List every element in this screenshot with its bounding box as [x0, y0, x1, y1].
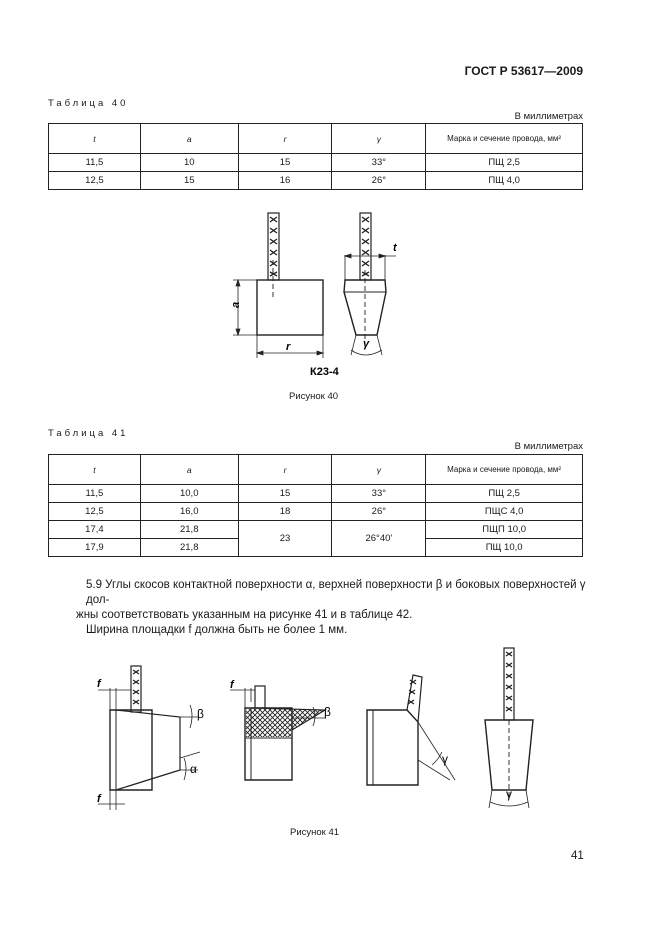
view4-label-gamma: γ — [506, 787, 512, 801]
table-cell: 21,8 — [140, 539, 238, 557]
table41-header-a: a — [140, 455, 238, 485]
table-cell: 26° — [332, 172, 426, 190]
figure40-label-t: t — [393, 242, 397, 254]
view4-brush — [485, 648, 533, 800]
table41-caption: Таблица 41 — [48, 428, 129, 439]
table-cell: 11,5 — [49, 154, 141, 172]
table-cell: ПЩС 4,0 — [426, 503, 583, 521]
table-row — [49, 485, 583, 503]
table-cell: 33° — [332, 154, 426, 172]
table41-header-row — [49, 455, 583, 485]
para1-line1: 5.9 Углы скосов контактной поверхности α, верхней поверхности β и боковых поверхностей γ дол- — [86, 579, 586, 606]
table-cell: 21,8 — [140, 521, 238, 539]
table41-header-mark: Марка и сечение провода, мм² — [426, 455, 583, 485]
table-cell: 10,0 — [140, 485, 238, 503]
table40-header-row — [49, 124, 583, 154]
table40-caption: Таблица 40 — [48, 98, 129, 109]
table40-units: В миллиметрах — [514, 111, 583, 122]
table40-header-gamma: γ — [332, 124, 426, 154]
figure40-label-r: r — [286, 341, 291, 353]
table-cell: 17,9 — [49, 539, 141, 557]
wire-crosses-front — [270, 217, 277, 276]
figure40-caption: Рисунок 40 — [289, 391, 339, 402]
figure40-part-code: К23-4 — [310, 366, 339, 378]
standard-header: ГОСТ Р 53617—2009 — [464, 64, 583, 78]
table-row — [49, 154, 583, 172]
view1-label-beta: β — [197, 707, 204, 721]
table41-header-t: t — [49, 455, 141, 485]
table-cell: 11,5 — [49, 485, 141, 503]
figure40-label-gamma: γ — [363, 338, 370, 350]
page-number: 41 — [571, 850, 584, 862]
table-cell: 15 — [238, 154, 332, 172]
table40-header-mark: Марка и сечение провода, мм² — [426, 124, 583, 154]
figure40-drawing — [220, 200, 420, 390]
table-cell: 33° — [332, 485, 426, 503]
table41-units: В миллиметрах — [514, 441, 583, 452]
figure41-drawing — [80, 640, 560, 825]
brush-side-view — [344, 213, 386, 340]
table40-header-a: a — [140, 124, 238, 154]
table40-header-r: r — [238, 124, 332, 154]
table-cell: 10 — [140, 154, 238, 172]
table-cell: 18 — [238, 503, 332, 521]
para1-line2: жны соответствовать указанным на рисунке 41 и в таблице 42. — [76, 609, 413, 621]
figure41-caption: Рисунок 41 — [290, 827, 340, 838]
table-cell: ПЩ 2,5 — [426, 485, 583, 503]
table40-header-t: t — [49, 124, 141, 154]
table-cell-merged: 23 — [238, 521, 332, 557]
table-row — [49, 521, 583, 539]
view1-label-f-top: f — [97, 678, 101, 690]
view1-brush — [110, 666, 180, 790]
view2-label-f: f — [230, 679, 234, 691]
table-cell: 12,5 — [49, 503, 141, 521]
table-cell: ПЩП 10,0 — [426, 521, 583, 539]
table-cell: 26° — [332, 503, 426, 521]
section-5-9-text — [76, 578, 586, 638]
table-cell: 15 — [140, 172, 238, 190]
table41-header-r: r — [238, 455, 332, 485]
table-cell: 12,5 — [49, 172, 141, 190]
table-cell: ПЩ 10,0 — [426, 539, 583, 557]
view1-wire-crosses — [133, 670, 139, 704]
table-cell: 17,4 — [49, 521, 141, 539]
table-row — [49, 172, 583, 190]
view1-label-f-bottom: f — [97, 793, 101, 805]
table-cell: ПЩ 2,5 — [426, 154, 583, 172]
table-cell-merged: 26°40' — [332, 521, 426, 557]
view2-hatch-fill — [246, 709, 324, 737]
table-cell: 16,0 — [140, 503, 238, 521]
view2-label-beta: β — [324, 705, 331, 719]
table40 — [48, 123, 583, 190]
view1-dimensions — [98, 688, 200, 810]
view3-dimensions — [418, 722, 455, 780]
table-cell: 16 — [238, 172, 332, 190]
brush-front-view — [257, 213, 323, 335]
view4-wire-crosses — [506, 652, 512, 711]
table-cell: ПЩ 4,0 — [426, 172, 583, 190]
table41-header-gamma: γ — [332, 455, 426, 485]
view3-label-gamma: γ — [442, 752, 448, 766]
table-row — [49, 503, 583, 521]
para2: Ширина площадки f должна быть не более 1 мм. — [86, 624, 348, 636]
wire-crosses-side — [362, 217, 369, 276]
table-cell: 15 — [238, 485, 332, 503]
figure40-label-a: a — [230, 301, 242, 308]
view1-label-alpha: α — [190, 762, 197, 776]
table41 — [48, 454, 583, 557]
